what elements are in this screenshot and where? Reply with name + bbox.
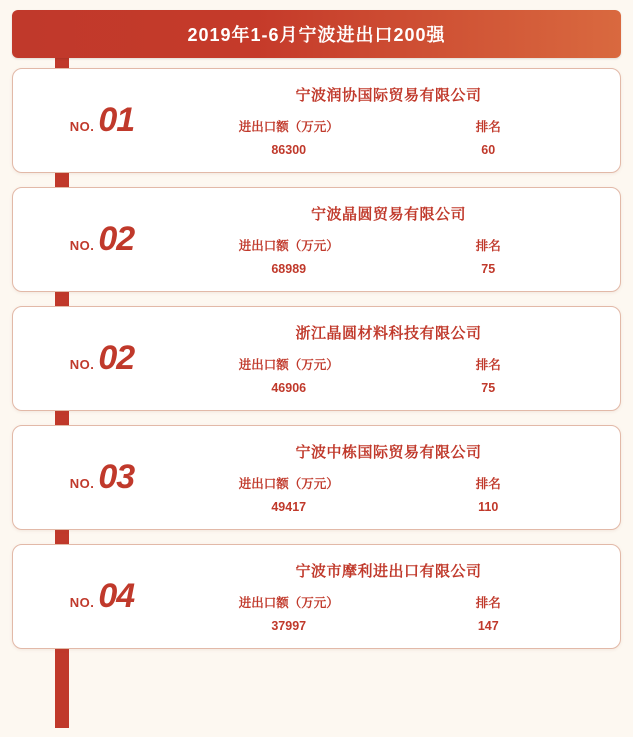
metrics-row: [183, 355, 594, 395]
amount-metric: [234, 593, 344, 633]
list-item[interactable]: [12, 306, 621, 411]
company-info: [183, 322, 620, 395]
rank-badge: [13, 101, 183, 140]
rank-badge: [13, 220, 183, 259]
rank-label: 排名: [475, 239, 501, 253]
amount-value: 37997: [271, 619, 307, 633]
rank-value: 75: [481, 381, 496, 395]
rank-number: 04: [98, 577, 135, 615]
rank-number: 02: [98, 220, 135, 258]
rank-label: 排名: [475, 358, 501, 372]
rank-metric: [433, 593, 543, 633]
rank-label: 排名: [475, 596, 501, 610]
list-item[interactable]: [12, 187, 621, 292]
company-info: [183, 441, 620, 514]
amount-label: 进出口额（万元）: [238, 596, 339, 610]
list-item[interactable]: [12, 544, 621, 649]
rank-number: 03: [98, 458, 135, 496]
metrics-row: [183, 474, 594, 514]
amount-metric: [234, 236, 344, 276]
company-name: 宁波润协国际贸易有限公司: [295, 87, 482, 104]
rank-label: 排名: [475, 477, 501, 491]
ranking-list: [0, 68, 633, 649]
list-item[interactable]: [12, 425, 621, 530]
rank-metric: [433, 355, 543, 395]
amount-value: 49417: [271, 500, 307, 514]
amount-label: 进出口额（万元）: [238, 358, 339, 372]
amount-value: 86300: [271, 143, 307, 157]
company-name: 宁波中栋国际贸易有限公司: [295, 444, 482, 461]
rank-prefix-label: NO.: [69, 357, 95, 372]
amount-metric: [234, 355, 344, 395]
list-item[interactable]: [12, 68, 621, 173]
amount-metric: [234, 474, 344, 514]
company-name: 宁波晶圆贸易有限公司: [310, 206, 466, 223]
page-header: [12, 10, 621, 58]
company-info: [183, 560, 620, 633]
page-title: 2019年1-6月宁波进出口200强: [187, 25, 446, 45]
amount-metric: [234, 117, 344, 157]
amount-label: 进出口额（万元）: [238, 239, 339, 253]
rank-value: 75: [481, 262, 496, 276]
company-name: 浙江晶圆材料科技有限公司: [295, 325, 482, 342]
rank-label: 排名: [475, 120, 501, 134]
rank-prefix-label: NO.: [69, 119, 95, 134]
amount-label: 进出口额（万元）: [238, 120, 339, 134]
metrics-row: [183, 593, 594, 633]
rank-metric: [433, 474, 543, 514]
amount-label: 进出口额（万元）: [238, 477, 339, 491]
company-name: 宁波市摩利进出口有限公司: [295, 563, 482, 580]
rank-metric: [433, 117, 543, 157]
amount-value: 68989: [271, 262, 307, 276]
rank-value: 110: [478, 500, 499, 514]
metrics-row: [183, 236, 594, 276]
rank-number: 01: [98, 101, 135, 139]
rank-badge: [13, 458, 183, 497]
rank-metric: [433, 236, 543, 276]
rank-prefix-label: NO.: [69, 238, 95, 253]
rank-badge: [13, 577, 183, 616]
rank-prefix-label: NO.: [69, 476, 95, 491]
company-info: [183, 203, 620, 276]
amount-value: 46906: [271, 381, 307, 395]
rank-value: 147: [477, 619, 499, 633]
rank-number: 02: [98, 339, 135, 377]
metrics-row: [183, 117, 594, 157]
rank-value: 60: [481, 143, 496, 157]
rank-badge: [13, 339, 183, 378]
company-info: [183, 84, 620, 157]
rank-prefix-label: NO.: [69, 595, 95, 610]
